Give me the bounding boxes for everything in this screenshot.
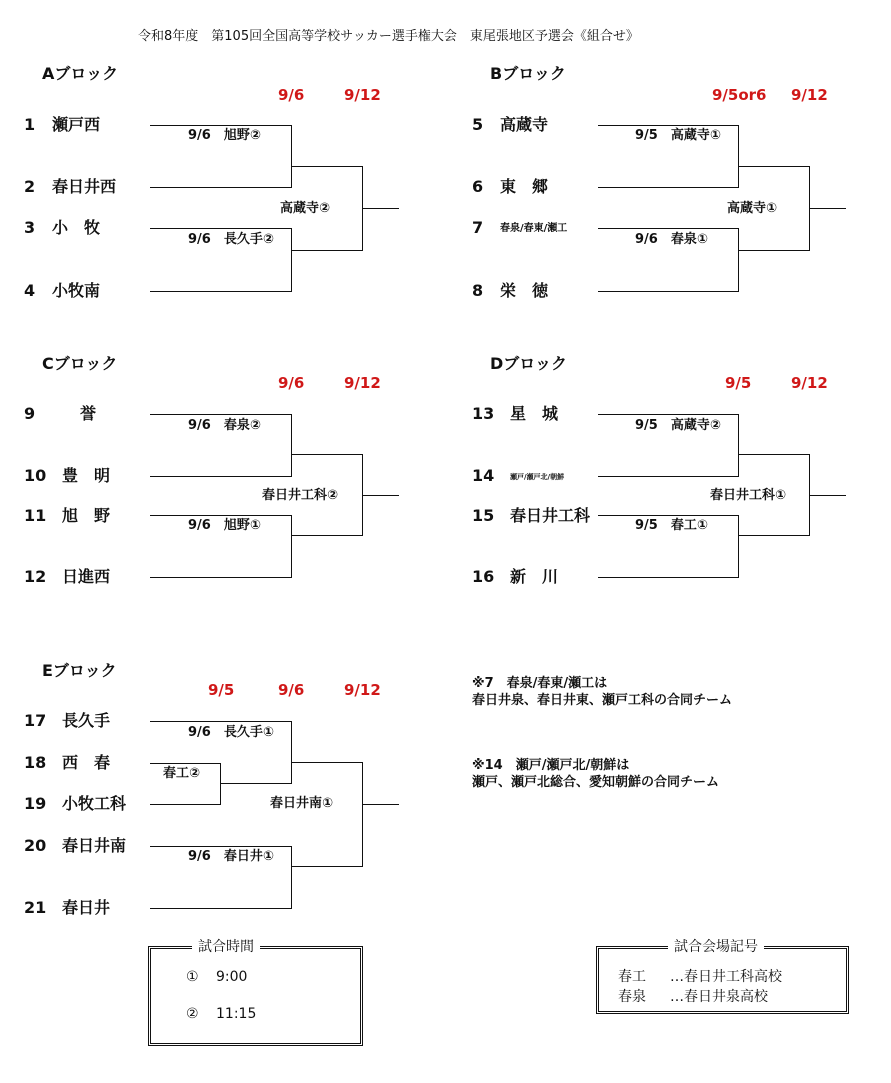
team-number: 8 xyxy=(472,281,484,300)
bracket-line xyxy=(291,125,292,188)
venue-code-title: 試合会場記号 xyxy=(668,940,764,954)
team-name: 小牧工科 xyxy=(62,794,127,813)
bracket-line xyxy=(362,804,399,805)
bracket-line xyxy=(738,166,810,167)
bracket-line xyxy=(291,515,292,578)
match-info: 9/6 長久手① xyxy=(188,725,274,740)
venue-name: …春日井泉高校 xyxy=(670,989,768,1005)
bracket-line xyxy=(598,414,739,415)
block-b-date-round1: 9/5or6 xyxy=(712,86,767,104)
team-number: 17 xyxy=(24,711,47,730)
match-info: 9/6 春泉① xyxy=(635,232,708,247)
team-name: 小 牧 xyxy=(52,218,101,237)
final-match-info: 高蔵寺① xyxy=(727,201,778,216)
match-info: 9/6 旭野① xyxy=(188,518,261,533)
bracket-line xyxy=(291,454,363,455)
team-number: 19 xyxy=(24,794,47,813)
team-number: 13 xyxy=(472,404,495,423)
match-info: 9/6 旭野② xyxy=(188,128,261,143)
match-info: 9/6 長久手② xyxy=(188,232,274,247)
team-number: 12 xyxy=(24,567,47,586)
note-7-heading: ※7 春泉/春東/瀬工は xyxy=(472,676,608,691)
bracket-line xyxy=(150,187,292,188)
bracket-line xyxy=(150,908,292,909)
team-name: 小牧南 xyxy=(52,281,101,300)
bracket-line xyxy=(738,250,810,251)
venue-name: …春日井工科高校 xyxy=(670,969,782,985)
bracket-line xyxy=(598,228,739,229)
time-value: 9:00 xyxy=(216,969,248,985)
bracket-line xyxy=(738,414,739,477)
team-number: 14 xyxy=(472,466,495,485)
block-d-date-round1: 9/5 xyxy=(725,374,752,392)
team-number: 20 xyxy=(24,836,47,855)
bracket-line xyxy=(150,125,292,126)
bracket-line xyxy=(598,577,739,578)
venue-code: 春工 xyxy=(618,969,646,985)
block-c-date-round1: 9/6 xyxy=(278,374,305,392)
team-name: 栄 徳 xyxy=(500,281,549,300)
time-value: 11:15 xyxy=(216,1006,257,1022)
bracket-line xyxy=(809,208,846,209)
bracket-line xyxy=(738,535,810,536)
bracket-line xyxy=(150,515,292,516)
team-name: 春日井西 xyxy=(52,177,117,196)
team-number: 18 xyxy=(24,753,47,772)
bracket-line xyxy=(598,291,739,292)
team-name: 高蔵寺 xyxy=(500,115,549,134)
bracket-line xyxy=(291,866,363,867)
block-a-title: Aブロック xyxy=(42,64,119,83)
bracket-line xyxy=(150,228,292,229)
team-name: 誉 xyxy=(80,404,97,423)
bracket-line xyxy=(150,846,292,847)
team-number: 4 xyxy=(24,281,36,300)
bracket-line xyxy=(291,228,292,292)
bracket-line xyxy=(220,763,221,805)
team-number: 5 xyxy=(472,115,484,134)
bracket-line xyxy=(291,166,363,167)
bracket-line xyxy=(291,535,363,536)
bracket-line xyxy=(150,577,292,578)
bracket-line xyxy=(291,721,292,784)
team-number: 1 xyxy=(24,115,36,134)
match-info: 9/5 高蔵寺② xyxy=(635,418,721,433)
team-number: 21 xyxy=(24,898,47,917)
team-name: 東 郷 xyxy=(500,177,549,196)
bracket-line xyxy=(362,495,399,496)
bracket-line xyxy=(291,250,363,251)
bracket-line xyxy=(809,495,846,496)
block-d-title: Dブロック xyxy=(490,354,567,373)
match-info: 9/5 春工① xyxy=(635,518,708,533)
team-number: 9 xyxy=(24,404,36,423)
bracket-line xyxy=(150,476,292,477)
match-time-title: 試合時間 xyxy=(192,940,260,954)
bracket-line xyxy=(291,762,363,763)
bracket-line xyxy=(291,846,292,909)
bracket-line xyxy=(150,804,221,805)
note-14-body: 瀬戸、瀬戸北総合、愛知朝鮮の合同チーム xyxy=(472,775,720,790)
note-7-body: 春日井泉、春日井東、瀬戸工科の合同チーム xyxy=(472,693,733,708)
bracket-line xyxy=(598,187,739,188)
team-name: 日進西 xyxy=(62,567,111,586)
match-info: 9/5 高蔵寺① xyxy=(635,128,721,143)
team-name: 西 春 xyxy=(62,753,111,772)
final-match-info: 春日井南① xyxy=(270,796,334,811)
team-name: 春日井 xyxy=(62,898,111,917)
bracket-line xyxy=(150,763,221,764)
time-mark: ② xyxy=(186,1006,199,1022)
team-number: 16 xyxy=(472,567,495,586)
team-name: 旭 野 xyxy=(62,506,111,525)
final-match-info: 春日井工科② xyxy=(262,488,339,503)
bracket-line xyxy=(150,291,292,292)
bracket-line xyxy=(738,228,739,292)
block-b-title: Bブロック xyxy=(490,64,566,83)
team-name: 星 城 xyxy=(510,404,559,423)
bracket-line xyxy=(738,125,739,188)
team-number: 2 xyxy=(24,177,36,196)
match-info: 春工② xyxy=(163,766,201,781)
final-match-info: 高蔵寺② xyxy=(280,201,331,216)
bracket-line xyxy=(362,208,399,209)
final-match-info: 春日井工科① xyxy=(710,488,787,503)
team-name: 瀬戸西 xyxy=(52,115,101,134)
block-e-date-final: 9/12 xyxy=(344,681,381,699)
note-14-heading: ※14 瀬戸/瀬戸北/朝鮮は xyxy=(472,758,630,773)
match-info: 9/6 春日井① xyxy=(188,849,274,864)
page-title: 令和8年度 第105回全国高等学校サッカー選手権大会 東尾張地区予選会《組合せ》 xyxy=(138,29,639,44)
team-number: 7 xyxy=(472,218,484,237)
bracket-line xyxy=(291,414,292,477)
bracket-line xyxy=(598,476,739,477)
bracket-line xyxy=(738,515,739,578)
bracket-line xyxy=(150,721,292,722)
block-a-date-round1: 9/6 xyxy=(278,86,305,104)
team-number: 15 xyxy=(472,506,495,525)
team-number: 3 xyxy=(24,218,36,237)
match-info: 9/6 春泉② xyxy=(188,418,261,433)
match-time-box xyxy=(148,946,363,1046)
block-e-date-round0: 9/5 xyxy=(208,681,235,699)
bracket-line xyxy=(150,414,292,415)
block-c-date-final: 9/12 xyxy=(344,374,381,392)
team-name: 瀬戸/瀬戸北/朝鮮 xyxy=(510,473,565,481)
block-e-date-round1: 9/6 xyxy=(278,681,305,699)
block-d-date-final: 9/12 xyxy=(791,374,828,392)
bracket-line xyxy=(598,515,739,516)
bracket-line xyxy=(598,125,739,126)
team-name: 長久手 xyxy=(62,711,111,730)
block-a-date-final: 9/12 xyxy=(344,86,381,104)
time-mark: ① xyxy=(186,969,199,985)
block-b-date-final: 9/12 xyxy=(791,86,828,104)
team-name: 春日井工科 xyxy=(510,506,591,525)
team-number: 11 xyxy=(24,506,47,525)
bracket-line xyxy=(362,762,363,867)
team-name: 春泉/春東/瀬工 xyxy=(500,223,568,234)
block-e-title: Eブロック xyxy=(42,661,117,680)
team-name: 春日井南 xyxy=(62,836,127,855)
team-number: 10 xyxy=(24,466,47,485)
team-number: 6 xyxy=(472,177,484,196)
bracket-line xyxy=(738,454,810,455)
team-name: 豊 明 xyxy=(62,466,111,485)
venue-code: 春泉 xyxy=(618,989,646,1005)
bracket-line xyxy=(220,783,292,784)
team-name: 新 川 xyxy=(510,567,559,586)
block-c-title: Cブロック xyxy=(42,354,118,373)
